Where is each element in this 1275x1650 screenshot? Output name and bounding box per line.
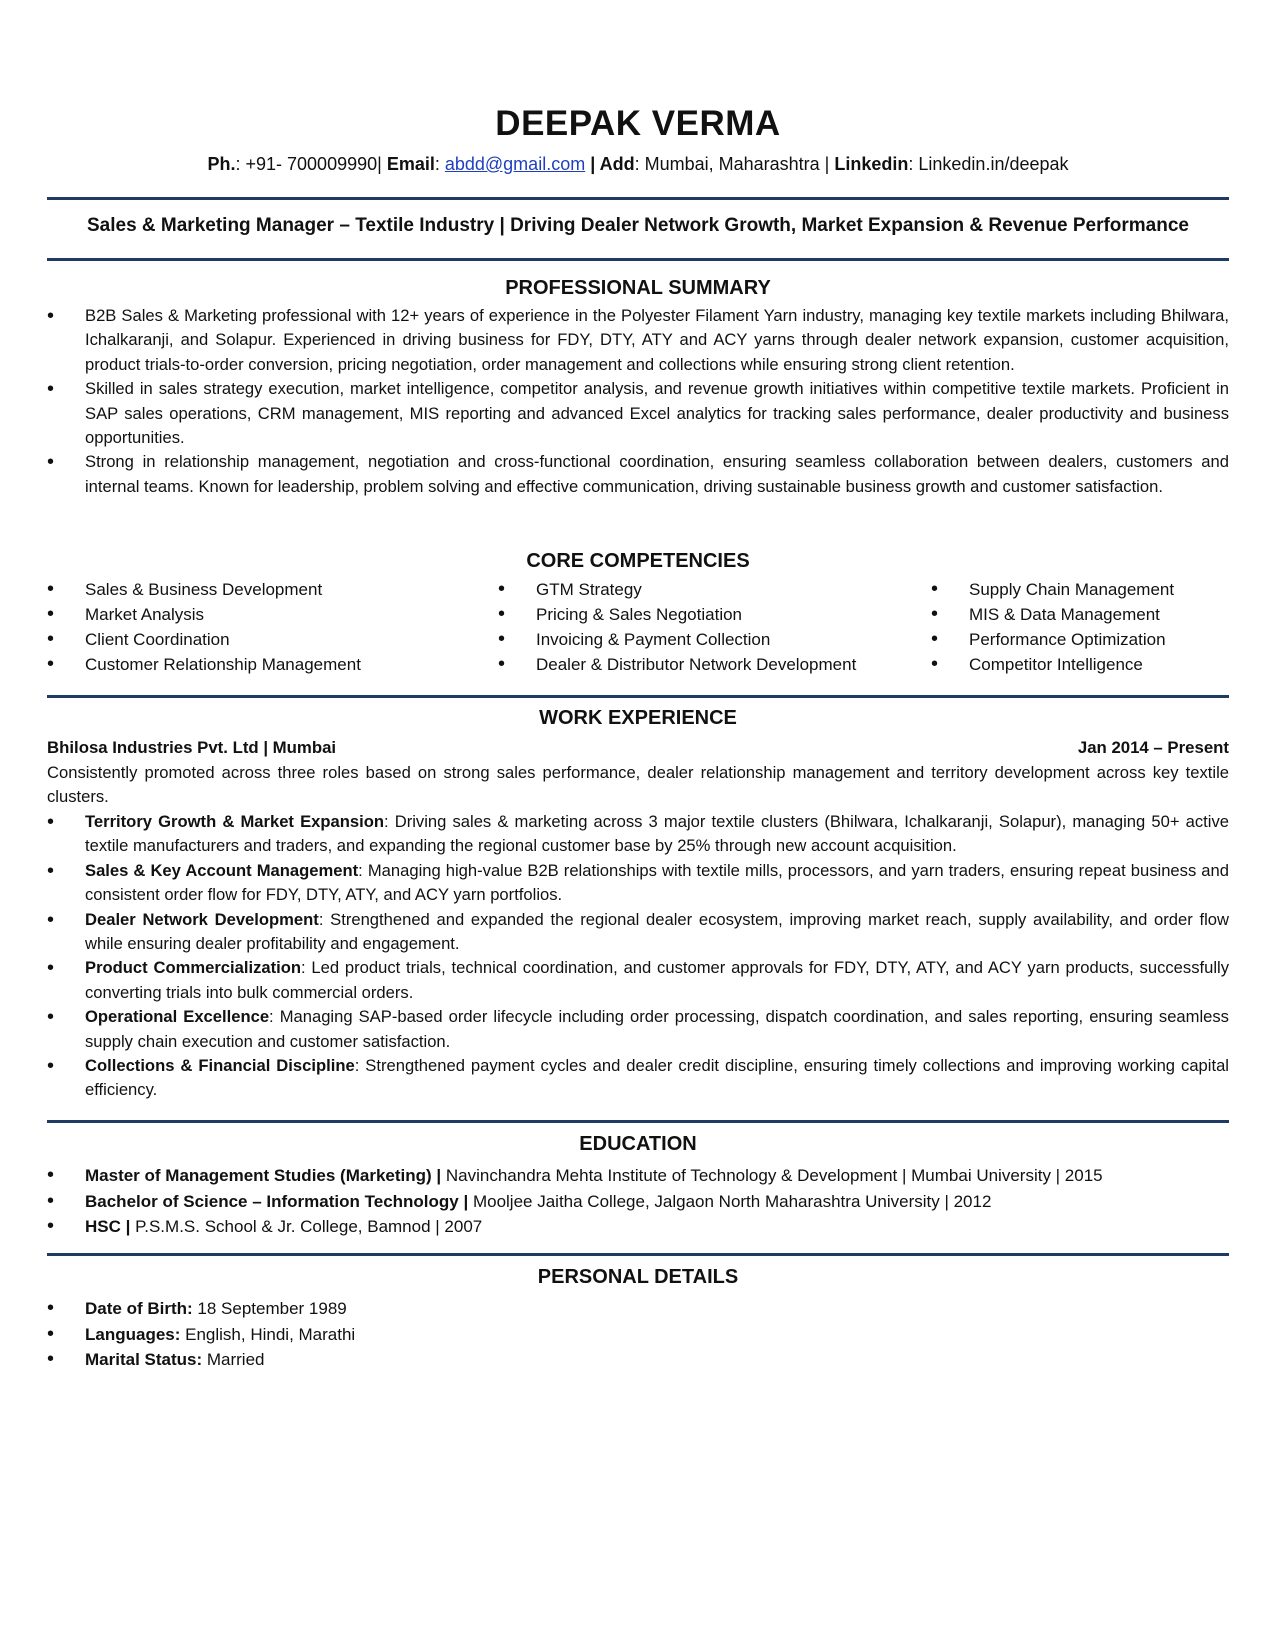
competencies-column-1 bbox=[47, 577, 361, 677]
summary-list bbox=[47, 304, 1229, 499]
job-dates: Jan 2014 – Present bbox=[1077, 738, 1229, 757]
competency-item: • Supply Chain Management bbox=[931, 577, 1174, 602]
professional-headline: Sales & Marketing Manager – Textile Industry | Driving Dealer Network Growth, Market Expansion & Revenue Performance bbox=[86, 215, 1189, 236]
competency-item: • Invoicing & Payment Collection bbox=[498, 627, 856, 652]
summary-item: • B2B Sales & Marketing professional with 12+ years of experience in the Polyester Filament Yarn industry, managing key textile markets including Bhilwara, Ichalkaranji, and Solapur. Experienced in driving business for FDY, DTY, ATY and ACY yarns through dealer network expansion, customer acquisition, product trials-to-order conversion, pricing negotiation, order management and collections while ensuring strong client retention. bbox=[47, 304, 1229, 377]
job-header bbox=[47, 738, 1229, 758]
linkedin-value: Linkedin.in/deepak bbox=[918, 154, 1069, 174]
email-link[interactable]: abdd@gmail.com bbox=[444, 154, 586, 174]
experience-list bbox=[47, 810, 1229, 1103]
email-label: Email bbox=[386, 154, 435, 174]
section-title-competencies: CORE COMPETENCIES bbox=[526, 550, 750, 572]
summary-item: • Strong in relationship management, negotiation and cross-functional coordination, ensuring seamless collaboration between dealers, customers and internal teams. Known for leadership, problem solving and effective communication, driving sustainable business growth and customer satisfaction. bbox=[47, 450, 1229, 499]
personal-item: • Languages: English, Hindi, Marathi bbox=[47, 1322, 1229, 1348]
candidate-name: DEEPAK VERMA bbox=[495, 104, 781, 143]
education-item: • Bachelor of Science – Information Technology | Mooljee Jaitha College, Jalgaon North Maharashtra University | 2012 bbox=[47, 1189, 1229, 1215]
experience-item: • Dealer Network Development: Strengthened and expanded the regional dealer ecosystem, improving market reach, supply availability, and order flow while ensuring dealer profitability and engagement. bbox=[47, 908, 1229, 957]
divider bbox=[47, 197, 1229, 200]
divider bbox=[47, 258, 1229, 261]
experience-item: • Product Commercialization: Led product trials, technical coordination, and customer approvals for FDY, DTY, ATY, and ACY yarn products, successfully converting trials into bulk commercial orders. bbox=[47, 956, 1229, 1005]
divider bbox=[47, 1120, 1229, 1123]
competency-item: • Dealer & Distributor Network Development bbox=[498, 652, 856, 677]
job-intro: Consistently promoted across three roles based on strong sales performance, dealer relationship management and territory development across key textile clusters. bbox=[47, 763, 1229, 807]
education-list bbox=[47, 1163, 1229, 1240]
address-label: Add bbox=[599, 154, 635, 174]
competency-item: • Performance Optimization bbox=[931, 627, 1174, 652]
divider bbox=[47, 695, 1229, 698]
personal-item: • Date of Birth: 18 September 1989 bbox=[47, 1296, 1229, 1322]
competencies-column-2 bbox=[498, 577, 856, 677]
address-value: Mumbai, Maharashtra bbox=[644, 154, 820, 174]
experience-item: • Collections & Financial Discipline: Strengthened payment cycles and dealer credit discipline, ensuring timely collections and improving working capital efficiency. bbox=[47, 1054, 1229, 1103]
phone-label: Ph. bbox=[207, 154, 236, 174]
section-title-experience: WORK EXPERIENCE bbox=[539, 707, 737, 729]
contact-line: Ph.: +91- 700009990| Email: abdd@gmail.com | Add: Mumbai, Maharashtra | Linkedin: Linkedin.in/deepak bbox=[207, 154, 1069, 174]
experience-item: • Territory Growth & Market Expansion: Driving sales & marketing across 3 major textile clusters (Bhilwara, Ichalkaranji, Solapur), managing 50+ active textile manufacturers and traders, and expanding the regional customer base by 25% through new account acquisition. bbox=[47, 810, 1229, 859]
linkedin-label: Linkedin bbox=[834, 154, 909, 174]
section-title-summary: PROFESSIONAL SUMMARY bbox=[505, 277, 771, 299]
company-name: Bhilosa Industries Pvt. Ltd | Mumbai bbox=[47, 738, 337, 757]
competency-item: • Customer Relationship Management bbox=[47, 652, 361, 677]
section-title-education: EDUCATION bbox=[579, 1133, 697, 1155]
competency-item: • Market Analysis bbox=[47, 602, 361, 627]
summary-item: • Skilled in sales strategy execution, market intelligence, competitor analysis, and revenue growth initiatives within competitive textile markets. Proficient in SAP sales operations, CRM management, MIS reporting and advanced Excel analytics for tracking sales performance, dealer productivity and business opportunities. bbox=[47, 377, 1229, 450]
experience-item: • Operational Excellence: Managing SAP-based order lifecycle including order processing, dispatch coordination, and sales reporting, ensuring seamless supply chain execution and customer satisfaction. bbox=[47, 1005, 1229, 1054]
competency-item: • MIS & Data Management bbox=[931, 602, 1174, 627]
education-item: • HSC | P.S.M.S. School & Jr. College, Bamnod | 2007 bbox=[47, 1214, 1229, 1240]
divider bbox=[47, 1253, 1229, 1256]
competency-item: • Pricing & Sales Negotiation bbox=[498, 602, 856, 627]
section-title-personal: PERSONAL DETAILS bbox=[537, 1266, 739, 1288]
competencies-column-3 bbox=[931, 577, 1174, 677]
competency-item: • GTM Strategy bbox=[498, 577, 856, 602]
education-item: • Master of Management Studies (Marketing) | Navinchandra Mehta Institute of Technology & Development | Mumbai University | 2015 bbox=[47, 1163, 1229, 1189]
personal-item: • Marital Status: Married bbox=[47, 1347, 1229, 1373]
competency-item: • Client Coordination bbox=[47, 627, 361, 652]
phone-number: +91- 700009990 bbox=[245, 154, 378, 174]
personal-list bbox=[47, 1296, 1229, 1373]
competency-item: • Competitor Intelligence bbox=[931, 652, 1174, 677]
experience-item: • Sales & Key Account Management: Managing high-value B2B relationships with textile mills, processors, and yarn traders, ensuring repeat business and consistent order flow for FDY, DTY, ATY, and ACY yarn portfolios. bbox=[47, 859, 1229, 908]
competency-item: • Sales & Business Development bbox=[47, 577, 361, 602]
